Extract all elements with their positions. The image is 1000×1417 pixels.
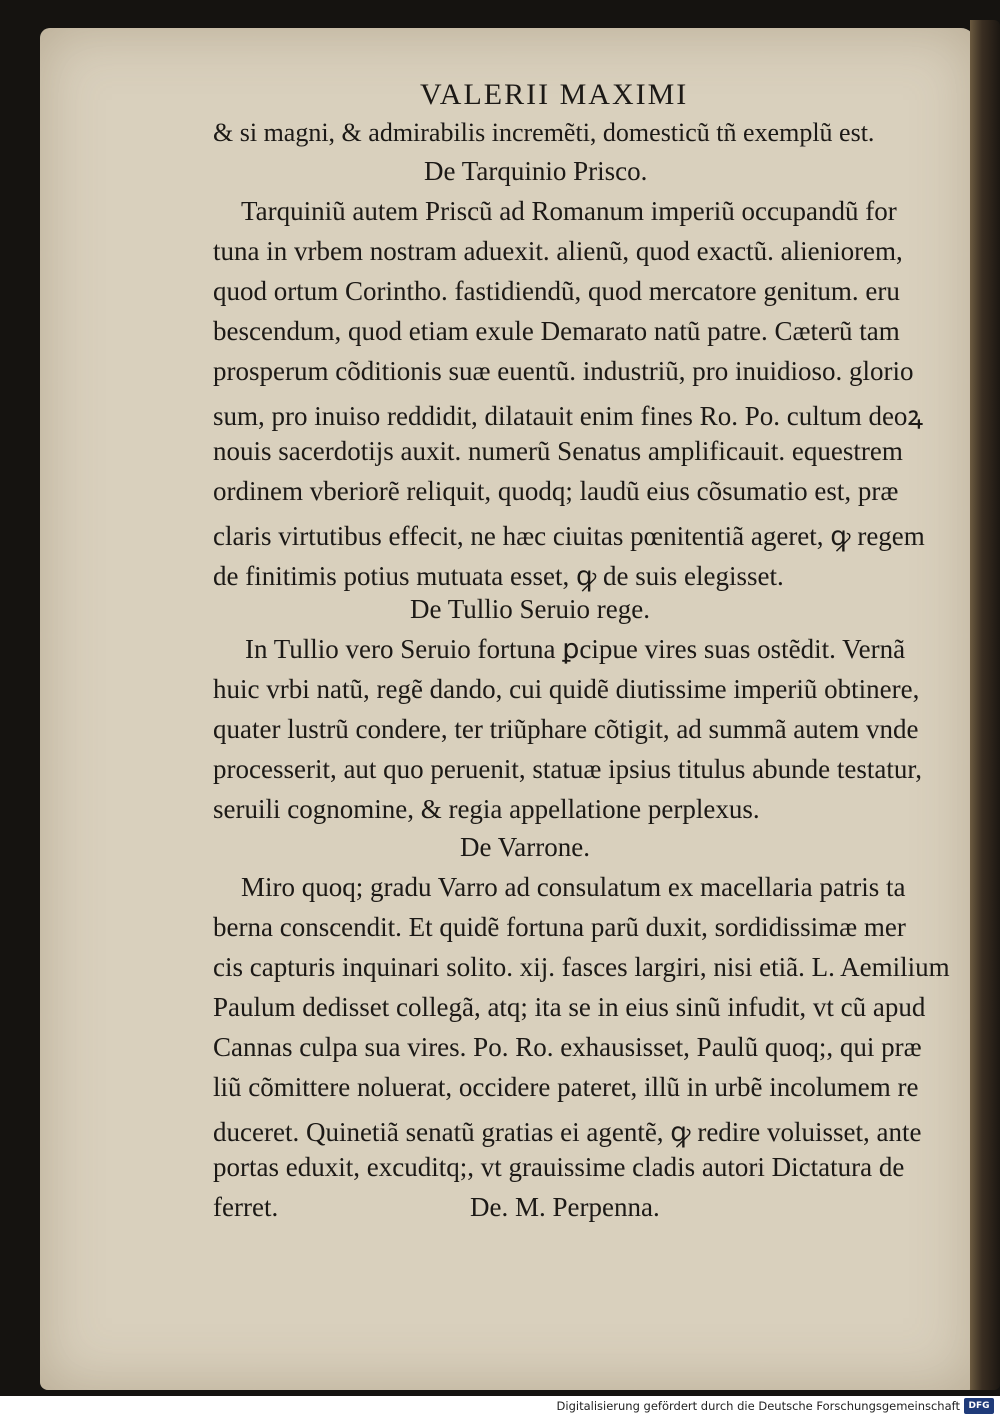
text-line: & si magni, & admirabilis incremẽti, domesticũ tñ exemplũ est. — [213, 118, 875, 147]
text-line: sum, pro inuiso reddidit, dilatauit enim fines Ro. Po. cultum deoꝝ — [213, 401, 924, 431]
text-line: de finitimis potius mutuata esset, ꝙ de suis elegisset. — [213, 561, 784, 591]
text-line: nouis sacerdotijs auxit. numerũ Senatus amplificauit. equestrem — [213, 436, 903, 466]
heading-tarquinio: De Tarquinio Prisco. — [424, 156, 648, 186]
text-line: tuna in vrbem nostram aduexit. alienũ, quod exactũ. alieniorem, — [213, 236, 903, 266]
text-line: quater lustrũ condere, ter triũphare cõtigit, ad summã autem vnde — [213, 714, 919, 744]
text-line: claris virtutibus effecit, ne hæc ciuitas pœnitentiã ageret, ꝙ regem — [213, 521, 925, 551]
text-line: liũ cõmittere noluerat, occidere pateret, illũ in urbẽ incolumem re — [213, 1072, 919, 1102]
book-page — [40, 28, 975, 1390]
heading-varrone: De Varrone. — [460, 832, 590, 862]
text-line: ferret. — [213, 1192, 279, 1222]
text-line: prosperum cõditionis suæ euentũ. industriũ, pro inuidioso. glorio — [213, 356, 914, 386]
text-line: Cannas culpa sua vires. Po. Ro. exhausisset, Paulũ quoq;, qui præ — [213, 1032, 922, 1062]
footer-credit: Digitalisierung gefördert durch die Deutsche Forschungsgemeinschaft — [556, 1399, 960, 1413]
text-line: Miro quoq; gradu Varro ad consulatum ex macellaria patris ta — [241, 872, 906, 902]
text-line: In Tullio vero Seruio fortuna ꝑcipue vires suas ostẽdit. Vernã — [245, 634, 906, 664]
heading-perpenna: De. M. Perpenna. — [470, 1192, 660, 1222]
text-line: Paulum dedisset collegã, atq; ita se in eius sinũ infudit, vt cũ apud — [213, 992, 926, 1022]
page-edge — [970, 20, 1000, 1390]
text-line: huic vrbi natũ, regẽ dando, cui quidẽ diutissime imperiũ obtinere, — [213, 674, 920, 704]
digitization-footer — [0, 1396, 1000, 1417]
text-line: cis capturis inquinari solito. xij. fasces largiri, nisi etiã. L. Aemilium — [213, 952, 950, 982]
running-head: VALERII MAXIMI — [420, 78, 689, 111]
text-line: duceret. Quinetiã senatũ gratias ei agentẽ, ꝙ redire voluisset, ante — [213, 1117, 922, 1147]
text-line: quod ortum Corintho. fastidiendũ, quod mercatore genitum. eru — [213, 276, 900, 306]
text-line: Tarquiniũ autem Priscũ ad Romanum imperiũ occupandũ for — [241, 196, 897, 226]
text-line: ordinem vberiorẽ reliquit, quodq; laudũ eius cõsumatio est, præ — [213, 476, 899, 506]
text-line: processerit, aut quo peruenit, statuæ ipsius titulus abunde testatur, — [213, 754, 923, 784]
text-line: berna conscendit. Et quidẽ fortuna parũ duxit, sordidissimæ mer — [213, 912, 906, 942]
text-line: seruili cognomine, & regia appellatione perplexus. — [213, 794, 760, 824]
text-line: portas eduxit, excuditq;, vt grauissime cladis autori Dictatura de — [213, 1152, 905, 1182]
dfg-logo-icon: DFG — [964, 1398, 994, 1414]
heading-tullio: De Tullio Seruio rege. — [410, 594, 650, 624]
text-line: bescendum, quod etiam exule Demarato natũ patre. Cæterũ tam — [213, 316, 900, 346]
